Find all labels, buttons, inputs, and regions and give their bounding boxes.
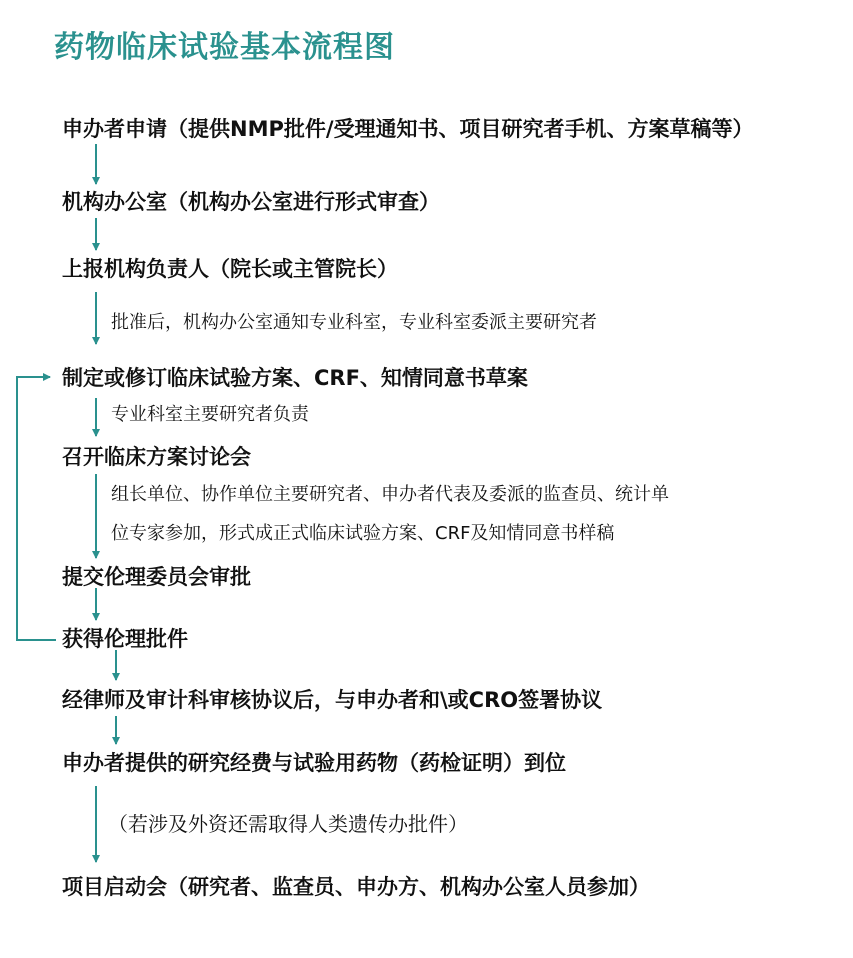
step-sponsor-application: 申办者申请（提供NMP批件/受理通知书、项目研究者手机、方案草稿等）: [62, 117, 754, 141]
feedback-loop-arrow: [17, 377, 56, 640]
note-foreign-capital: （若涉及外资还需取得人类遗传办批件）: [108, 812, 468, 836]
step-ethics-approval: 获得伦理批件: [62, 627, 188, 651]
step-institution-office: 机构办公室（机构办公室进行形式审查）: [62, 190, 440, 214]
step-funds-drugs: 申办者提供的研究经费与试验用药物（药检证明）到位: [62, 751, 566, 775]
page-title: 药物临床试验基本流程图: [54, 30, 395, 65]
note-meeting-line-2: 位专家参加，形式成正式临床试验方案、CRF及知情同意书样稿: [111, 523, 615, 544]
note-pi-responsible: 专业科室主要研究者负责: [111, 404, 309, 425]
step-protocol-meeting: 召开临床方案讨论会: [62, 445, 251, 469]
step-draft-protocol: 制定或修订临床试验方案、CRF、知情同意书草案: [62, 366, 528, 390]
step-sign-agreement: 经律师及审计科审核协议后，与申办者和\或CRO签署协议: [62, 688, 603, 712]
step-kickoff-meeting: 项目启动会（研究者、监查员、申办方、机构办公室人员参加）: [62, 875, 650, 899]
step-ethics-submission: 提交伦理委员会审批: [62, 565, 251, 589]
note-meeting-line-1: 组长单位、协作单位主要研究者、申办者代表及委派的监查员、统计单: [111, 484, 669, 505]
step-report-head: 上报机构负责人（院长或主管院长）: [62, 257, 398, 281]
note-approval: 批准后，机构办公室通知专业科室，专业科室委派主要研究者: [111, 312, 597, 333]
